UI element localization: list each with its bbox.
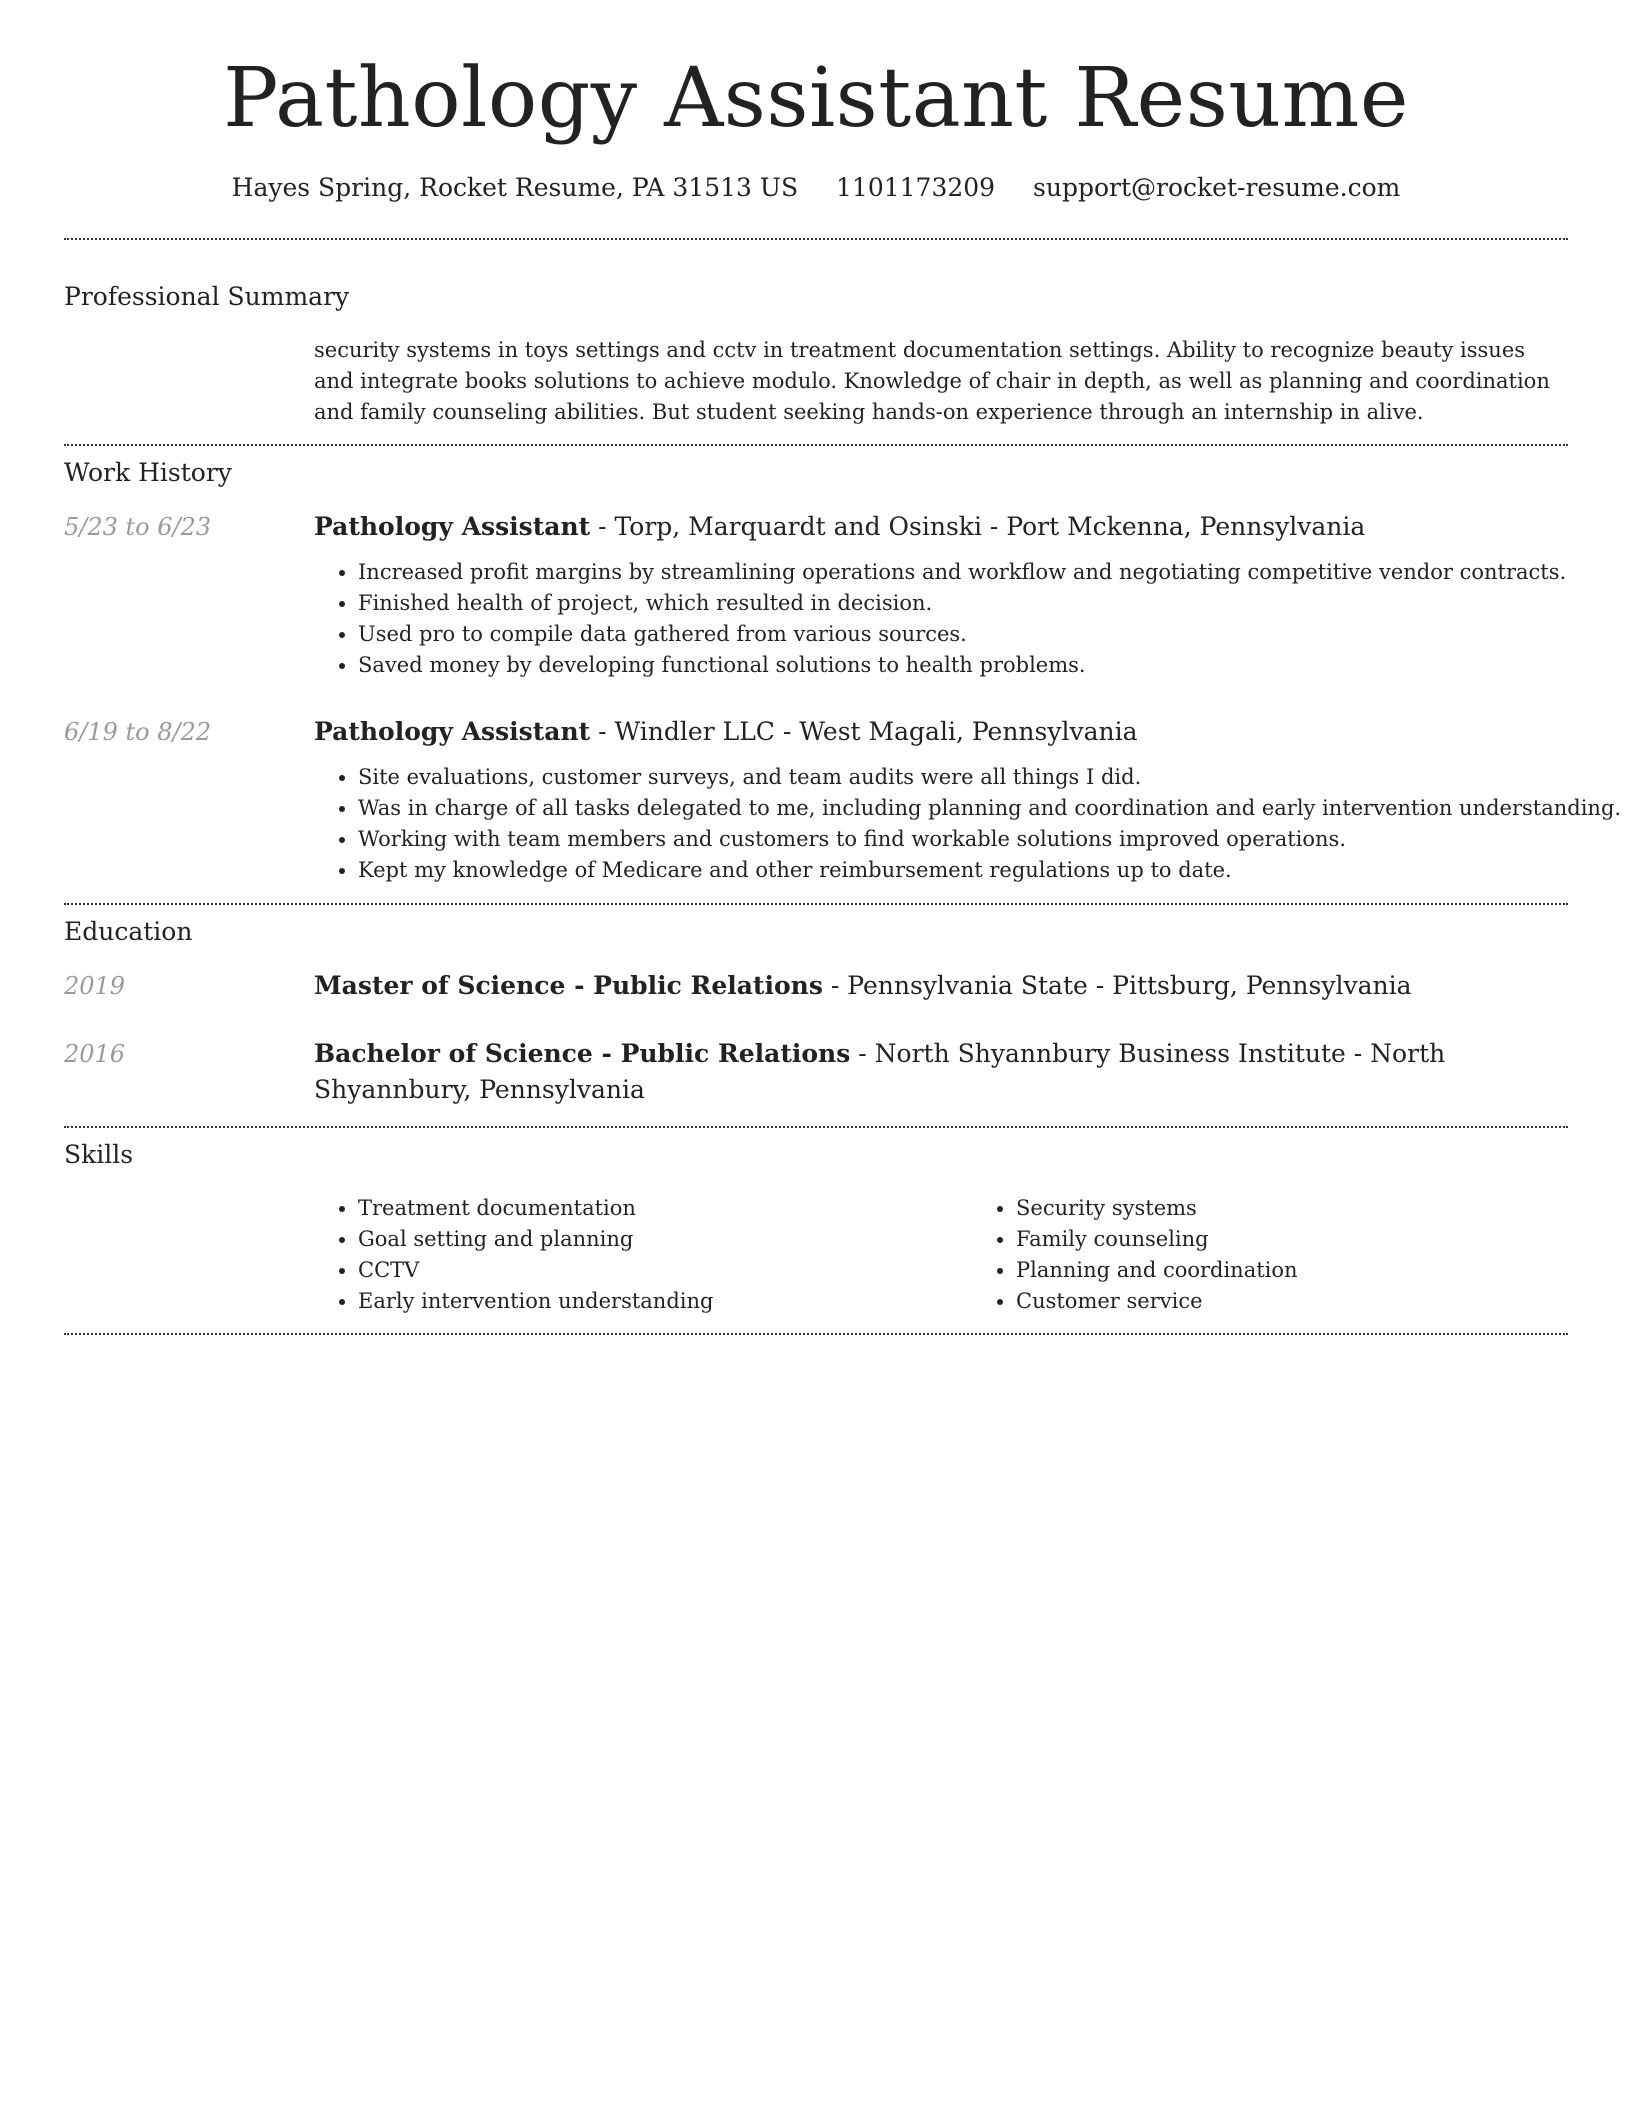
skill-item: • Customer service — [1016, 1286, 1630, 1317]
job-role: Pathology Assistant — [314, 512, 591, 541]
skill-item: • Treatment documentation — [358, 1193, 972, 1224]
job-entry — [64, 509, 1568, 681]
education-title — [314, 1036, 1568, 1108]
skill-item: • Early intervention understanding — [358, 1286, 972, 1317]
job-title — [314, 714, 1621, 750]
education-title — [314, 968, 1568, 1004]
section-divider — [64, 903, 1568, 905]
job-bullet: • Finished health of project, which resulted in decision. — [358, 588, 1568, 619]
resume-page — [64, 0, 1622, 1335]
education-year: 2019 — [64, 972, 126, 1000]
contact-line — [64, 173, 1568, 202]
section-divider — [64, 1333, 1568, 1335]
skill-item: • Planning and coordination — [1016, 1255, 1630, 1286]
section-divider — [64, 444, 1568, 446]
education-year: 2016 — [64, 1040, 126, 1068]
job-details: - Torp, Marquardt and Osinski - Port Mckenna, Pennsylvania — [590, 512, 1366, 541]
resume-title: Pathology Assistant Resume — [223, 51, 1409, 146]
section-heading-work-history: Work History — [64, 458, 232, 487]
job-entry — [64, 714, 1622, 886]
contact-address: Hayes Spring, Rocket Resume, PA 31513 US — [231, 173, 799, 202]
skill-item: • Family counseling — [1016, 1224, 1630, 1255]
education-degree: Master of Science - Public Relations — [314, 971, 823, 1000]
job-bullet: • Working with team members and customers to find workable solutions improved operations. — [358, 824, 1621, 855]
job-bullets — [314, 762, 1621, 886]
job-bullet: • Increased profit margins by streamlining operations and workflow and negotiating competitive vendor contracts. — [358, 557, 1568, 588]
skill-item: • CCTV — [358, 1255, 972, 1286]
skill-item: • Security systems — [1016, 1193, 1630, 1224]
education-entry — [64, 968, 1568, 1004]
section-heading-summary: Professional Summary — [64, 282, 350, 311]
contact-phone: 1101173209 — [836, 173, 996, 202]
skills-list — [314, 1193, 1568, 1317]
job-bullet: • Was in charge of all tasks delegated to me, including planning and coordination and early intervention understanding. — [358, 793, 1621, 824]
skill-item: • Goal setting and planning — [358, 1224, 972, 1255]
skills-column-left — [314, 1193, 972, 1317]
section-heading-education: Education — [64, 917, 193, 946]
job-bullet: • Saved money by developing functional solutions to health problems. — [358, 650, 1568, 681]
section-divider — [64, 238, 1568, 240]
job-bullets — [314, 557, 1568, 681]
section-heading-skills: Skills — [64, 1140, 134, 1169]
contact-email: support@rocket-resume.com — [1033, 173, 1401, 202]
education-entry — [64, 1036, 1568, 1108]
job-dates: 6/19 to 8/22 — [64, 718, 212, 746]
education-details: - North Shyannbury Business Institute - North Shyannbury, Pennsylvania — [314, 1039, 1446, 1104]
section-divider — [64, 1126, 1568, 1128]
job-bullet: • Used pro to compile data gathered from various sources. — [358, 619, 1568, 650]
job-role: Pathology Assistant — [314, 717, 591, 746]
skills-column-right — [972, 1193, 1630, 1317]
summary-text: security systems in toys settings and cctv in treatment documentation settings. Ability to recognize beauty issues and integrate books solutions to achieve modulo. Knowledge of chair in depth, as well as planning and coordination and family counseling abilities. But student seeking hands-on experience through an internship in alive. — [314, 338, 1550, 424]
job-title — [314, 509, 1568, 545]
job-details: - Windler LLC - West Magali, Pennsylvania — [590, 717, 1138, 746]
education-details: - Pennsylvania State - Pittsburg, Pennsylvania — [822, 971, 1412, 1000]
job-bullet: • Kept my knowledge of Medicare and other reimbursement regulations up to date. — [358, 855, 1621, 886]
job-bullet: • Site evaluations, customer surveys, and team audits were all things I did. — [358, 762, 1621, 793]
job-dates: 5/23 to 6/23 — [64, 513, 212, 541]
education-degree: Bachelor of Science - Public Relations — [314, 1039, 851, 1068]
